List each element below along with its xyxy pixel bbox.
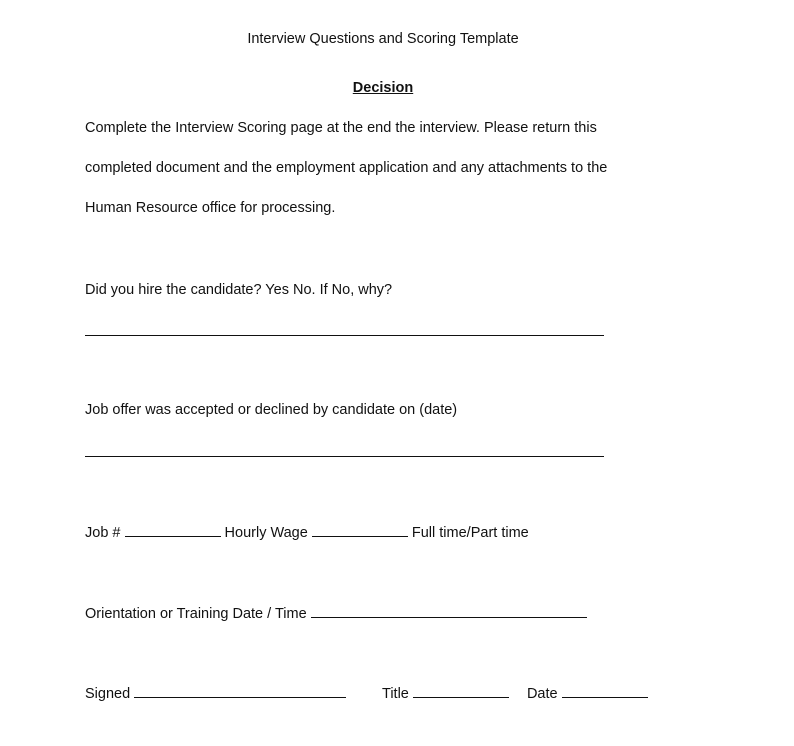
orientation-blank[interactable] [311, 602, 587, 618]
job-number-label: Job # [85, 525, 121, 541]
hourly-wage-blank[interactable] [312, 521, 408, 537]
signature-line [85, 682, 648, 704]
hire-reason-blank[interactable] [85, 335, 604, 336]
hire-question: Did you hire the candidate? Yes No. If No, why? [85, 282, 393, 298]
title-blank[interactable] [413, 682, 509, 698]
paragraph-line-3: Human Resource office for processing. [85, 200, 336, 216]
job-line [85, 521, 529, 543]
section-heading: Decision [352, 80, 414, 96]
title-label: Title [382, 686, 409, 702]
orientation-line [85, 602, 587, 624]
offer-date-blank[interactable] [85, 456, 604, 457]
paragraph-line-2: completed document and the employment application and any attachments to the [85, 160, 608, 176]
date-blank[interactable] [562, 682, 648, 698]
orientation-label: Orientation or Training Date / Time [85, 606, 307, 622]
job-number-blank[interactable] [125, 521, 221, 537]
date-label: Date [526, 686, 558, 702]
signed-label: Signed [85, 686, 131, 702]
fulltime-parttime-label: Full time/Part time [411, 525, 529, 541]
hourly-wage-label: Hourly Wage [224, 525, 308, 541]
document-title: Interview Questions and Scoring Template [247, 31, 519, 47]
offer-question: Job offer was accepted or declined by candidate on (date) [85, 402, 458, 418]
signed-blank[interactable] [134, 682, 346, 698]
paragraph-line-1: Complete the Interview Scoring page at the end the interview. Please return this [85, 120, 597, 136]
